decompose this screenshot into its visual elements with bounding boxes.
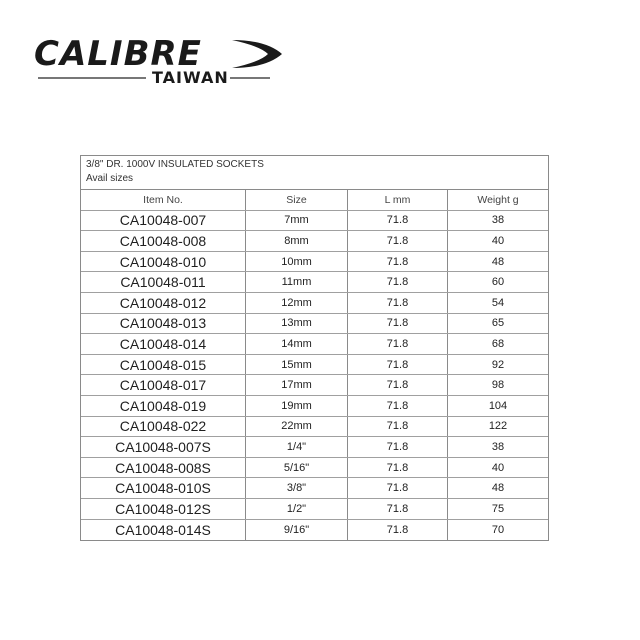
logo-rule-left <box>38 77 146 79</box>
length-cell: 71.8 <box>348 334 448 354</box>
table-row <box>81 396 548 417</box>
weight-cell: 75 <box>491 502 505 515</box>
table-row <box>81 314 548 335</box>
swoosh-icon <box>230 36 284 72</box>
length-cell: 71.8 <box>348 314 448 334</box>
size-cell: 1/4" <box>246 437 348 457</box>
weight-cell: 104 <box>488 399 508 412</box>
brand-name: CALIBRE <box>34 34 202 74</box>
weight-cell: 38 <box>491 214 505 227</box>
table-row <box>81 272 548 293</box>
weight-cell: 65 <box>491 317 505 330</box>
length-cell: 71.8 <box>348 458 448 478</box>
item-no-cell: CA10048-010 <box>81 252 246 272</box>
table-row <box>81 417 548 438</box>
item-no-cell: CA10048-007 <box>81 211 246 231</box>
item-no-cell: CA10048-007S <box>81 437 246 457</box>
length-cell: 71.8 <box>348 252 448 272</box>
size-cell: 22mm <box>246 417 348 437</box>
table-row <box>81 334 548 355</box>
size-cell: 5/16" <box>246 458 348 478</box>
item-no-cell: CA10048-008 <box>81 231 246 251</box>
weight-cell: 70 <box>491 523 505 536</box>
length-cell: 71.8 <box>348 375 448 395</box>
size-cell: 10mm <box>246 252 348 272</box>
size-cell: 8mm <box>246 231 348 251</box>
spec-table <box>80 155 549 541</box>
weight-cell: 92 <box>491 358 505 371</box>
size-cell: 17mm <box>246 375 348 395</box>
table-row <box>81 478 548 499</box>
weight-cell: 38 <box>491 440 505 453</box>
header-item-no: Item No. <box>81 190 246 210</box>
table-row <box>81 520 548 541</box>
weight-cell: 40 <box>491 234 505 247</box>
logo-rule-right <box>230 77 270 79</box>
brand-region: TAIWAN <box>152 68 229 87</box>
size-cell: 9/16" <box>246 520 348 541</box>
item-no-cell: CA10048-017 <box>81 375 246 395</box>
item-no-cell: CA10048-012 <box>81 293 246 313</box>
weight-cell: 40 <box>491 461 505 474</box>
table-header-row <box>81 190 548 211</box>
item-no-cell: CA10048-014S <box>81 520 246 541</box>
table-row <box>81 375 548 396</box>
size-cell: 1/2" <box>246 499 348 519</box>
header-size: Size <box>246 190 348 210</box>
length-cell: 71.8 <box>348 272 448 292</box>
length-cell: 71.8 <box>348 396 448 416</box>
weight-cell: 68 <box>491 337 505 350</box>
item-no-cell: CA10048-010S <box>81 478 246 498</box>
length-cell: 71.8 <box>348 355 448 375</box>
header-length: L mm <box>348 190 448 210</box>
table-subtitle: Avail sizes <box>86 173 134 184</box>
item-no-cell: CA10048-014 <box>81 334 246 354</box>
size-cell: 3/8" <box>246 478 348 498</box>
item-no-cell: CA10048-022 <box>81 417 246 437</box>
size-cell: 15mm <box>246 355 348 375</box>
length-cell: 71.8 <box>348 231 448 251</box>
table-row <box>81 499 548 520</box>
item-no-cell: CA10048-019 <box>81 396 246 416</box>
weight-cell: 48 <box>491 482 505 495</box>
table-title: 3/8" DR. 1000V INSULATED SOCKETS <box>86 159 264 170</box>
table-caption <box>81 156 548 190</box>
table-row <box>81 211 548 232</box>
table-row <box>81 293 548 314</box>
weight-cell: 48 <box>491 255 505 268</box>
size-cell: 11mm <box>246 272 348 292</box>
length-cell: 71.8 <box>348 520 448 541</box>
item-no-cell: CA10048-013 <box>81 314 246 334</box>
length-cell: 71.8 <box>348 417 448 437</box>
item-no-cell: CA10048-011 <box>81 272 246 292</box>
header-weight: Weight g <box>477 193 519 206</box>
table-row <box>81 252 548 273</box>
weight-cell: 122 <box>488 420 508 433</box>
table-row <box>81 437 548 458</box>
weight-cell: 54 <box>491 296 505 309</box>
table-row <box>81 355 548 376</box>
weight-cell: 98 <box>491 379 505 392</box>
item-no-cell: CA10048-008S <box>81 458 246 478</box>
size-cell: 7mm <box>246 211 348 231</box>
length-cell: 71.8 <box>348 437 448 457</box>
size-cell: 12mm <box>246 293 348 313</box>
size-cell: 13mm <box>246 314 348 334</box>
table-body <box>81 211 548 541</box>
item-no-cell: CA10048-015 <box>81 355 246 375</box>
table-row <box>81 458 548 479</box>
size-cell: 19mm <box>246 396 348 416</box>
length-cell: 71.8 <box>348 211 448 231</box>
length-cell: 71.8 <box>348 293 448 313</box>
length-cell: 71.8 <box>348 499 448 519</box>
table-row <box>81 231 548 252</box>
item-no-cell: CA10048-012S <box>81 499 246 519</box>
weight-cell: 60 <box>491 276 505 289</box>
length-cell: 71.8 <box>348 478 448 498</box>
brand-logo <box>34 30 284 90</box>
size-cell: 14mm <box>246 334 348 354</box>
